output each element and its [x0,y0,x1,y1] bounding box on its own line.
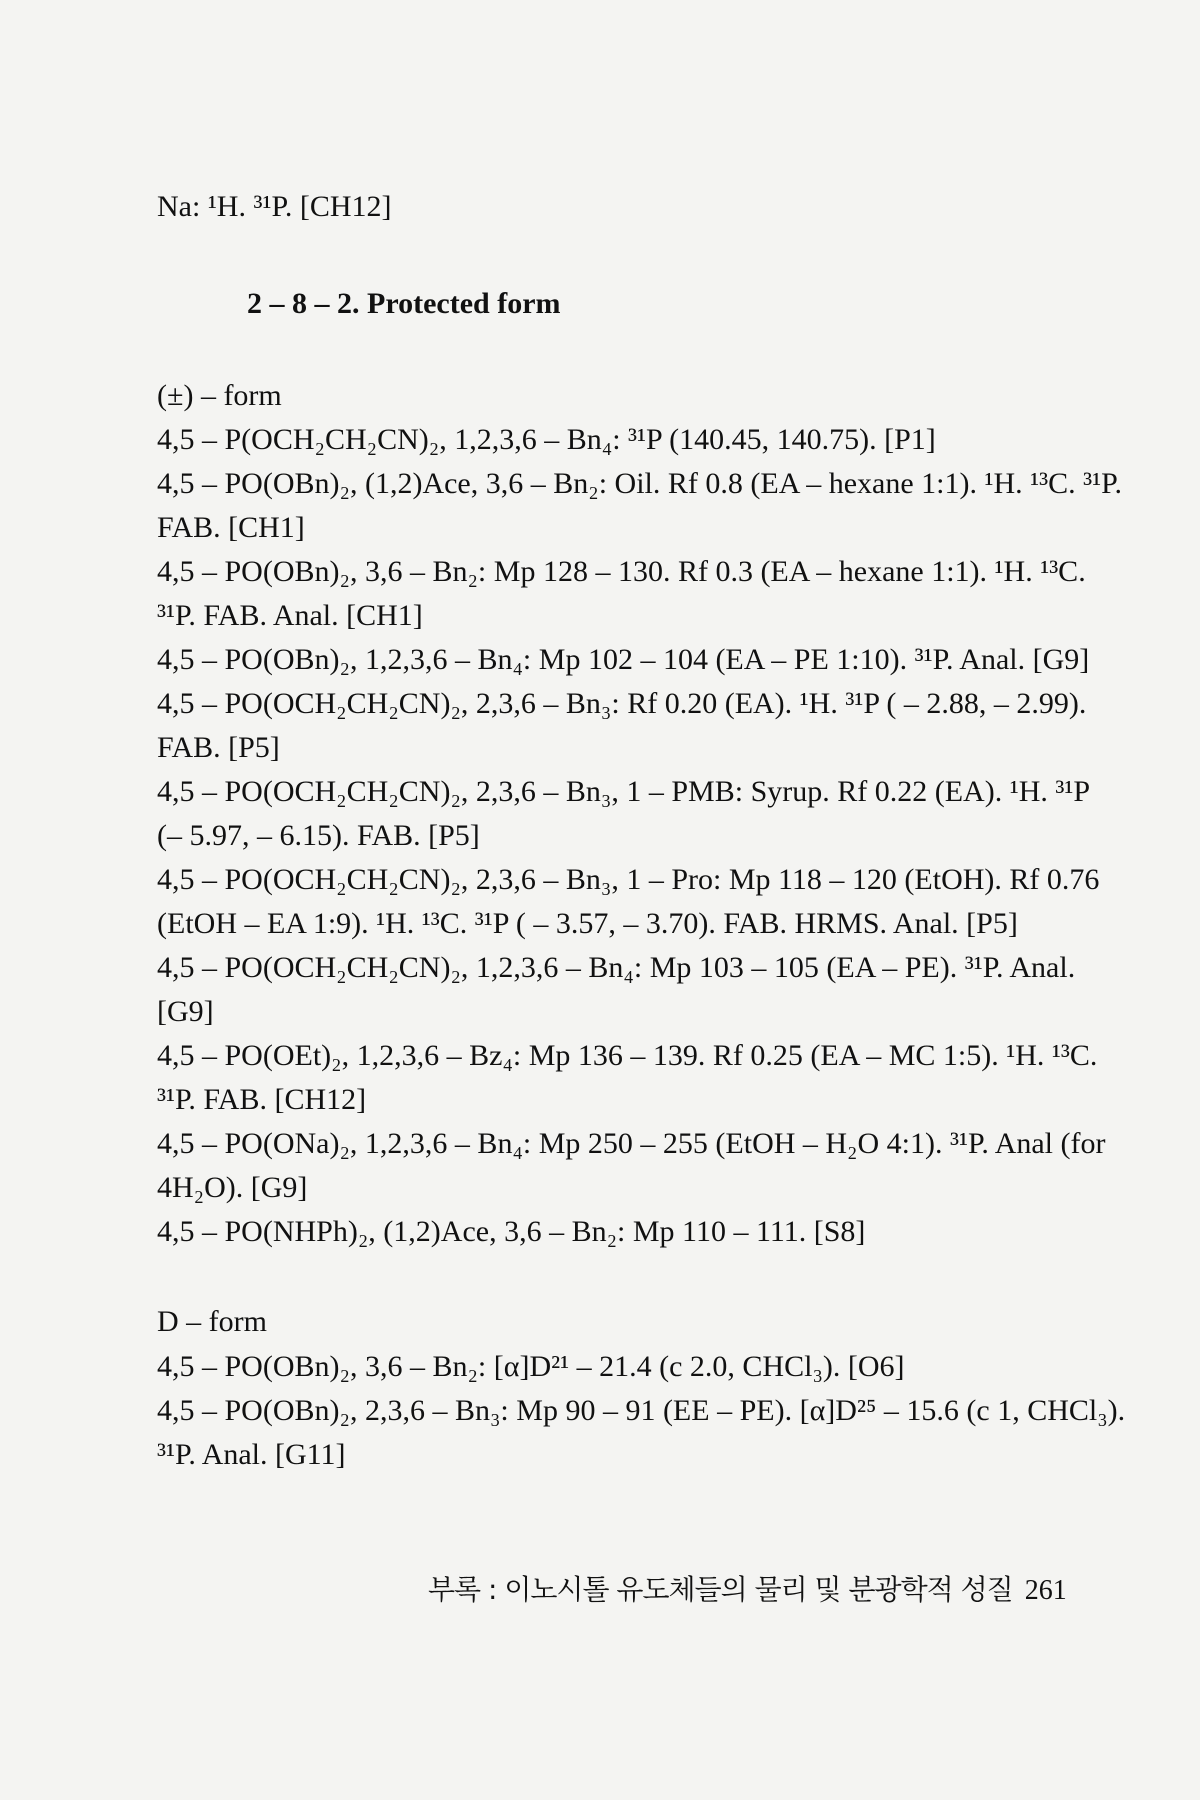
entry-line: 4,5 – PO(NHPh)₂, (1,2)Ace, 3,6 – Bn₂: Mp 110 – 111. [S8] [157,1215,866,1248]
running-title: 부록 : 이노시톨 유도체들의 물리 및 분광학적 성질 [428,1573,1013,1606]
entry-line: ³¹P. FAB. [CH12] [157,1083,367,1116]
intro-line: Na: ¹H. ³¹P. [CH12] [157,190,392,223]
entry-line: 4,5 – PO(OCH₂CH₂CN)₂, 1,2,3,6 – Bn₄: Mp 103 – 105 (EA – PE). ³¹P. Anal. [157,951,1076,984]
entry-line: 4,5 – PO(OCH₂CH₂CN)₂, 2,3,6 – Bn₃, 1 – PMB: Syrup. Rf 0.22 (EA). ¹H. ³¹P [157,775,1091,808]
entry-line: 4,5 – PO(OBn)₂, 3,6 – Bn₂: Mp 128 – 130. Rf 0.3 (EA – hexane 1:1). ¹H. ¹³C. [157,555,1086,588]
entry-line: 4,5 – PO(OEt)₂, 1,2,3,6 – Bz₄: Mp 136 – 139. Rf 0.25 (EA – MC 1:5). ¹H. ¹³C. [157,1039,1098,1072]
entry-line: 4,5 – P(OCH₂CH₂CN)₂, 1,2,3,6 – Bn₄: ³¹P (140.45, 140.75). [P1] [157,423,936,456]
racemic-form-label: (±) – form [157,379,282,412]
entry-line: 4,5 – PO(OBn)₂, 1,2,3,6 – Bn₄: Mp 102 – 104 (EA – PE 1:10). ³¹P. Anal. [G9] [157,643,1090,676]
entry-line: (– 5.97, – 6.15). FAB. [P5] [157,819,480,852]
entry-line: 4,5 – PO(OBn)₂, (1,2)Ace, 3,6 – Bn₂: Oil. Rf 0.8 (EA – hexane 1:1). ¹H. ¹³C. ³¹P. [157,467,1122,500]
entry-line: ³¹P. FAB. Anal. [CH1] [157,599,423,632]
entry-line: (EtOH – EA 1:9). ¹H. ¹³C. ³¹P ( – 3.57, – 3.70). FAB. HRMS. Anal. [P5] [157,907,1018,940]
entry-line: FAB. [CH1] [157,511,305,544]
entry-line: 4H₂O). [G9] [157,1171,308,1204]
section-heading: 2 – 8 – 2. Protected form [247,287,561,320]
entry-line: [G9] [157,995,214,1028]
entry-line: 4,5 – PO(ONa)₂, 1,2,3,6 – Bn₄: Mp 250 – 255 (EtOH – H₂O 4:1). ³¹P. Anal (for [157,1127,1106,1160]
d-form-label: D – form [157,1305,267,1338]
entry-line: 4,5 – PO(OBn)₂, 3,6 – Bn₂: [α]D²¹ – 21.4 (c 2.0, CHCl₃). [O6] [157,1350,905,1383]
page-footer [428,1572,1067,1609]
entry-line: 4,5 – PO(OBn)₂, 2,3,6 – Bn₃: Mp 90 – 91 (EE – PE). [α]D²⁵ – 15.6 (c 1, CHCl₃). [157,1394,1126,1427]
entry-line: FAB. [P5] [157,731,280,764]
entry-line: 4,5 – PO(OCH₂CH₂CN)₂, 2,3,6 – Bn₃: Rf 0.20 (EA). ¹H. ³¹P ( – 2.88, – 2.99). [157,687,1087,720]
page-number: 261 [1024,1575,1067,1606]
entry-line: 4,5 – PO(OCH₂CH₂CN)₂, 2,3,6 – Bn₃, 1 – Pro: Mp 118 – 120 (EtOH). Rf 0.76 [157,863,1100,896]
entry-line: ³¹P. Anal. [G11] [157,1438,346,1471]
